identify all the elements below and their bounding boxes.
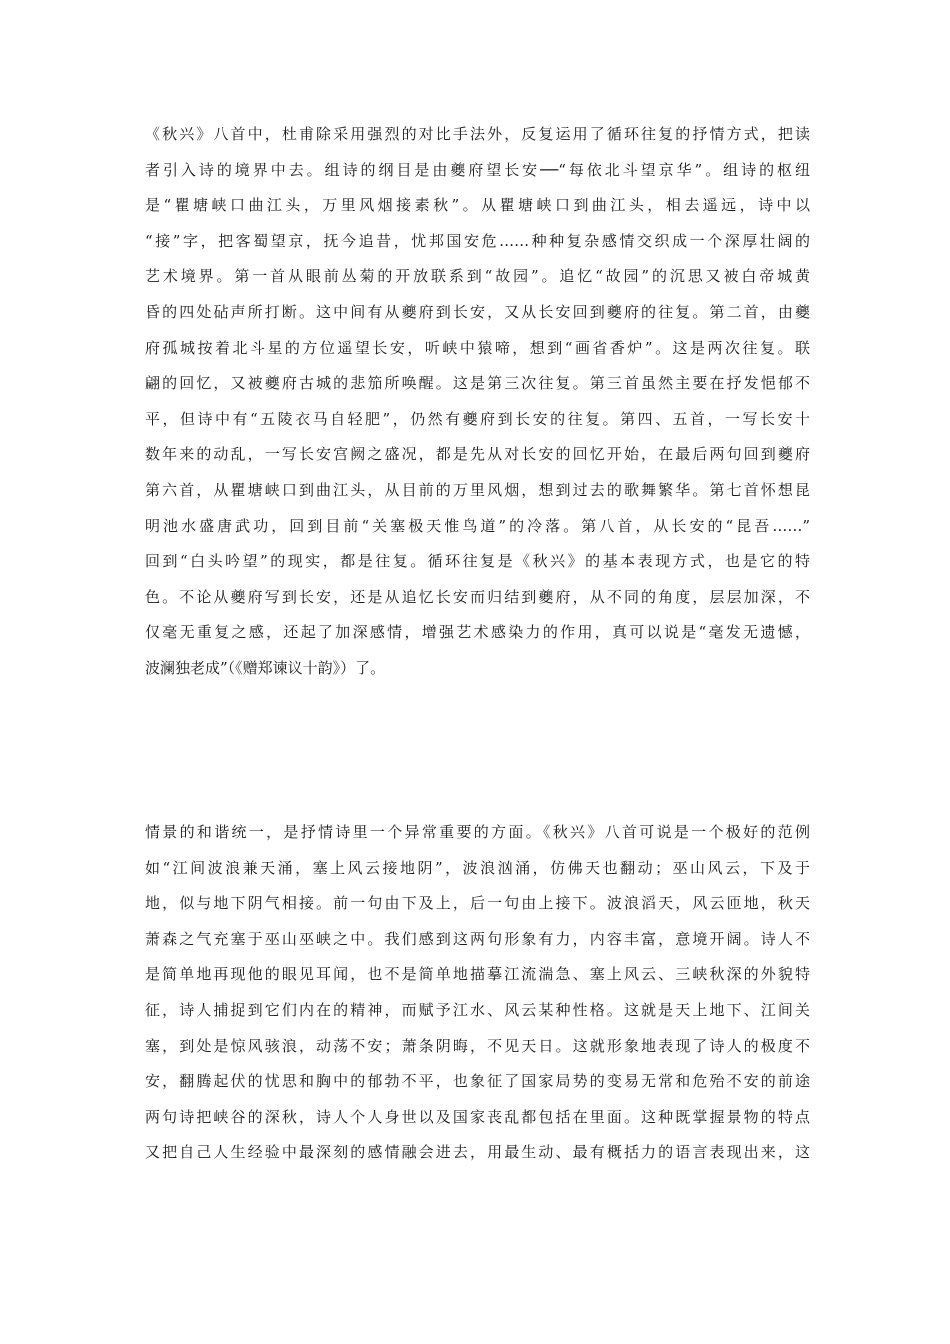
- text-line: 萧森之气充塞于巫山巫峡之中。我们感到这两句形象有力，内容丰富，意境开阔。诗人不: [145, 929, 810, 948]
- text-line: 情景的和谐统一，是抒情诗里一个异常重要的方面。《秋兴》八首可说是一个极好的范例: [145, 823, 810, 841]
- text-line: 塞，到处是惊风骇浪，动荡不安；萧条阴晦，不见天日。这就形象地表现了诗人的极度不: [145, 1036, 810, 1055]
- text-line: 两句诗把峡谷的深秋，诗人个人身世以及国家丧乱都包括在里面。这种既掌握景物的特点: [145, 1107, 810, 1126]
- text-line: 波澜独老成”（《赠郑谏议十韵》）了。: [145, 658, 386, 677]
- text-line: 是简单地再现他的眼见耳闻，也不是简单地描摹江流湍急、塞上风云、三峡秋深的外貌特: [145, 965, 810, 984]
- text-line: 安，翻腾起伏的忧思和胸中的郁勃不平，也象征了国家局势的变易无常和危殆不安的前途: [145, 1072, 810, 1091]
- text-line: 者引入诗的境界中去。组诗的纲目是由夔府望长安──“每依北斗望京华”。组诗的枢纽: [145, 160, 810, 179]
- text-line: 回到“白头吟望”的现实，都是往复。循环往复是《秋兴》的基本表现方式，也是它的特: [145, 552, 810, 571]
- paragraph-2: [145, 815, 810, 1171]
- text-line: 地，似与地下阴气相接。前一句由下及上，后一句由上接下。波浪滔天，风云匝地，秋天: [145, 894, 810, 913]
- text-line: 色。不论从夔府写到长安，还是从追忆长安而归结到夔府，从不同的角度，层层加深，不: [145, 587, 810, 606]
- text-line: 府孤城按着北斗星的方位遥望长安，听峡中猿啼，想到“画省香炉”。这是两次往复。联: [145, 338, 810, 357]
- text-line: 第六首，从瞿塘峡口到曲江头，从目前的万里风烟，想到过去的歌舞繁华。第七首怀想昆: [145, 480, 810, 499]
- text-line: “接”字，把客蜀望京，抚今追昔，忧邦国安危……种种复杂感情交织成一个深厚壮阔的: [145, 231, 810, 250]
- text-line: 又把自己人生经验中最深刻的感情融会进去，用最生动、最有概括力的语言表现出来，这: [145, 1143, 810, 1162]
- text-line: 如“江间波浪兼天涌，塞上风云接地阴”，波浪汹涌，仿佛天也翻动；巫山风云，下及于: [145, 858, 810, 877]
- text-line: 艺术境界。第一首从眼前丛菊的开放联系到“故园”。追忆“故园”的沉思又被白帝城黄: [145, 267, 810, 286]
- text-line: 征，诗人捕捉到它们内在的精神，而赋予江水、风云某种性格。这就是天上地下、江间关: [145, 1000, 810, 1019]
- text-line: 是“瞿塘峡口曲江头，万里风烟接素秋”。从瞿塘峡口到曲江头，相去遥远，诗中以: [145, 196, 810, 215]
- text-line: 明池水盛唐武功，回到目前“关塞极天惟鸟道”的冷落。第八首，从长安的“昆吾……”: [145, 516, 810, 535]
- text-line: 昏的四处砧声所打断。这中间有从夔府到长安，又从长安回到夔府的往复。第二首，由夔: [145, 302, 810, 321]
- paragraph-1: [145, 117, 810, 687]
- text-line: 《秋兴》八首中，杜甫除采用强烈的对比手法外，反复运用了循环往复的抒情方式，把读: [145, 125, 810, 143]
- text-line: 仅毫无重复之感，还起了加深感情，增强艺术感染力的作用，真可以说是“毫发无遗憾，: [145, 623, 810, 642]
- text-line: 翩的回忆，又被夔府古城的悲笳所唤醒。这是第三次往复。第三首虽然主要在抒发悒郁不: [145, 374, 810, 393]
- text-line: 平，但诗中有“五陵衣马自轻肥”，仍然有夔府到长安的往复。第四、五首，一写长安十: [145, 409, 810, 428]
- text-line: 数年来的动乱，一写长安宫阙之盛况，都是先从对长安的回忆开始，在最后两句回到夔府: [145, 445, 810, 464]
